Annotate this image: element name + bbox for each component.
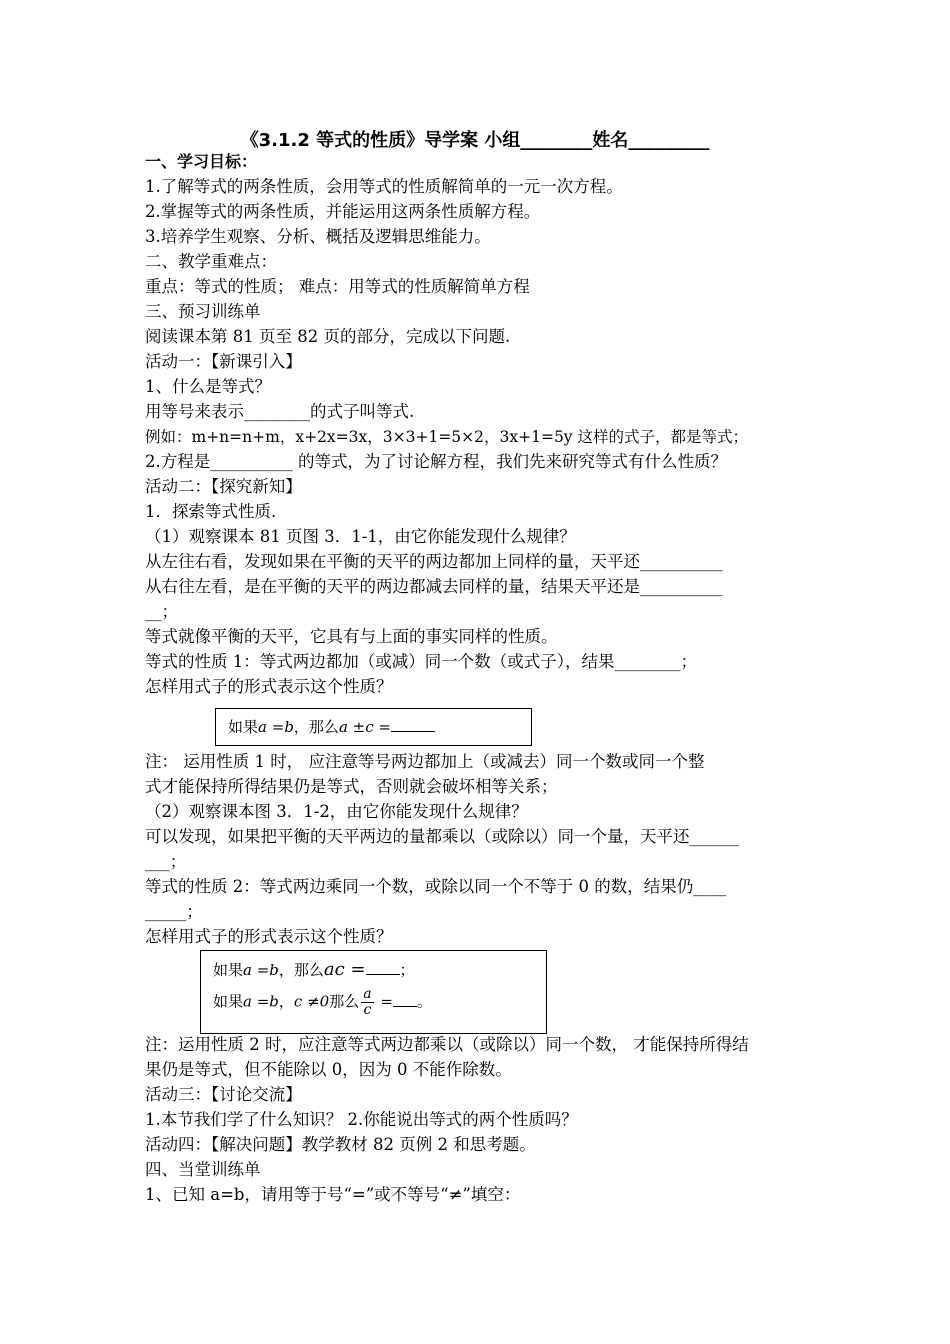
formula-text: 如果: [213, 961, 244, 979]
note-line: 注： 运用性质 1 时， 应注意等号两边都加上（或减去）同一个数或同一个整: [145, 752, 705, 771]
answer-blank[interactable]: [391, 731, 435, 732]
text-line: 可以发现，如果把平衡的天平两边的量都乘以（或除以）同一个量，天平还______: [145, 827, 739, 846]
text-line: 1．探索等式性质.: [145, 502, 277, 521]
text-line: 用等号来表示________的式子叫等式.: [145, 402, 415, 421]
text-line: 怎样用式子的形式表示这个性质？: [145, 677, 393, 696]
formula-text: 如果: [213, 992, 244, 1011]
text-line: 等式就像平衡的天平，它具有与上面的事实同样的性质。: [145, 627, 558, 646]
activity-heading: 活动二：【探究新知】: [145, 477, 302, 496]
formula-text: 。: [416, 992, 432, 1011]
section-heading: 三、预习训练单: [145, 302, 261, 321]
text-line: 果仍是等式，但不能除以 0，因为 0 不能作除数。: [145, 1060, 512, 1079]
activity-heading: 活动四：【解决问题】教学教材 82 页例 2 和思考题。: [145, 1135, 536, 1154]
var-b: b: [284, 718, 294, 736]
text-line: 3.培养学生观察、分析、概括及逻辑思维能力。: [145, 227, 491, 246]
text-line: 从左往右看，发现如果在平衡的天平的两边都加上同样的量，天平还__________: [145, 552, 723, 571]
text-line: 1、已知 a=b，请用等于号“=”或不等号“≠”填空：: [145, 1185, 521, 1204]
text-line: （2）观察课本图 3．1-2，由它你能发现什么规律？: [145, 802, 528, 821]
formula-text: ，那么: [293, 718, 339, 736]
formula-2b: [213, 987, 432, 1018]
formula-text: ，: [278, 992, 294, 1011]
fraction: [361, 987, 373, 1018]
formula-text: 如果: [228, 718, 259, 736]
formula-text: 那么: [329, 992, 360, 1011]
answer-blank[interactable]: [393, 1006, 417, 1007]
fraction-denominator: c: [363, 1002, 372, 1018]
formula-text: =: [266, 718, 285, 736]
text-line: 重点：等式的性质； 难点：用等式的性质解简单方程: [145, 277, 530, 296]
var-a: a: [258, 718, 267, 736]
formula-cond: a =b: [243, 992, 279, 1011]
section-heading: 四、当堂训练单: [145, 1160, 261, 1179]
activity-heading: 活动一：【新课引入】: [145, 352, 302, 371]
text-line: 等式的性质 1：等式两边都加（或减）同一个数（或式子），结果________；: [145, 652, 697, 671]
formula-expr: a ±c =: [338, 718, 391, 736]
text-line: 1.了解等式的两条性质，会用等式的性质解简单的一元一次方程。: [145, 177, 623, 196]
formula-cond: a =b: [243, 961, 279, 979]
formula-text: =: [375, 992, 393, 1011]
text-line: _____；: [145, 902, 203, 921]
text-line: 从右往左看，是在平衡的天平的两边都减去同样的量，结果天平还是__________: [145, 577, 723, 596]
text-line: 1、什么是等式？: [145, 377, 271, 396]
text-line: __；: [145, 602, 178, 621]
section-heading: 二、教学重难点：: [145, 252, 277, 271]
text-line: ___；: [145, 852, 187, 871]
page-title: 《3.1.2 等式的性质》导学案 小组________姓名_________: [240, 130, 710, 151]
formula-text: ，那么: [278, 961, 324, 979]
formula-2a: [213, 959, 415, 980]
note-line: 注：运用性质 2 时，应注意等式两边都乘以（或除以）同一个数， 才能保持所得结: [145, 1035, 749, 1054]
activity-heading: 活动三：【讨论交流】: [145, 1085, 302, 1104]
text-line: 2.掌握等式的两条性质，并能运用这两条性质解方程。: [145, 202, 541, 221]
text-line: 怎样用式子的形式表示这个性质？: [145, 927, 393, 946]
formula-1: [228, 716, 435, 737]
formula-expr: ac =: [323, 959, 366, 980]
formula-cond: c ≠0: [293, 992, 330, 1011]
formula-text: ；: [399, 961, 415, 979]
formula-box-2: [200, 950, 547, 1034]
text-line: 1.本节我们学了什么知识？ 2.你能说出等式的两个性质吗？: [145, 1110, 578, 1129]
text-line: 例如：m+n=n+m，x+2x=3x，3×3+1=5×2，3x+1=5y 这样的式子，都是等式；: [145, 428, 748, 446]
text-line: 阅读课本第 81 页至 82 页的部分，完成以下问题.: [145, 327, 511, 346]
section-heading: 一、学习目标：: [145, 152, 258, 171]
fraction-numerator: a: [363, 986, 372, 1002]
formula-box-1: [215, 708, 532, 746]
answer-blank[interactable]: [366, 974, 400, 975]
text-line: （1）观察课本 81 页图 3．1-1，由它你能发现什么规律？: [145, 527, 576, 546]
text-line: 等式的性质 2：等式两边乘同一个数，或除以同一个不等于 0 的数，结果仍____: [145, 877, 727, 896]
text-line: 式才能保持所得结果仍是等式，否则就会破坏相等关系；: [145, 777, 558, 796]
text-line: 2.方程是__________ 的等式，为了讨论解方程，我们先来研究等式有什么性质？: [145, 452, 727, 471]
